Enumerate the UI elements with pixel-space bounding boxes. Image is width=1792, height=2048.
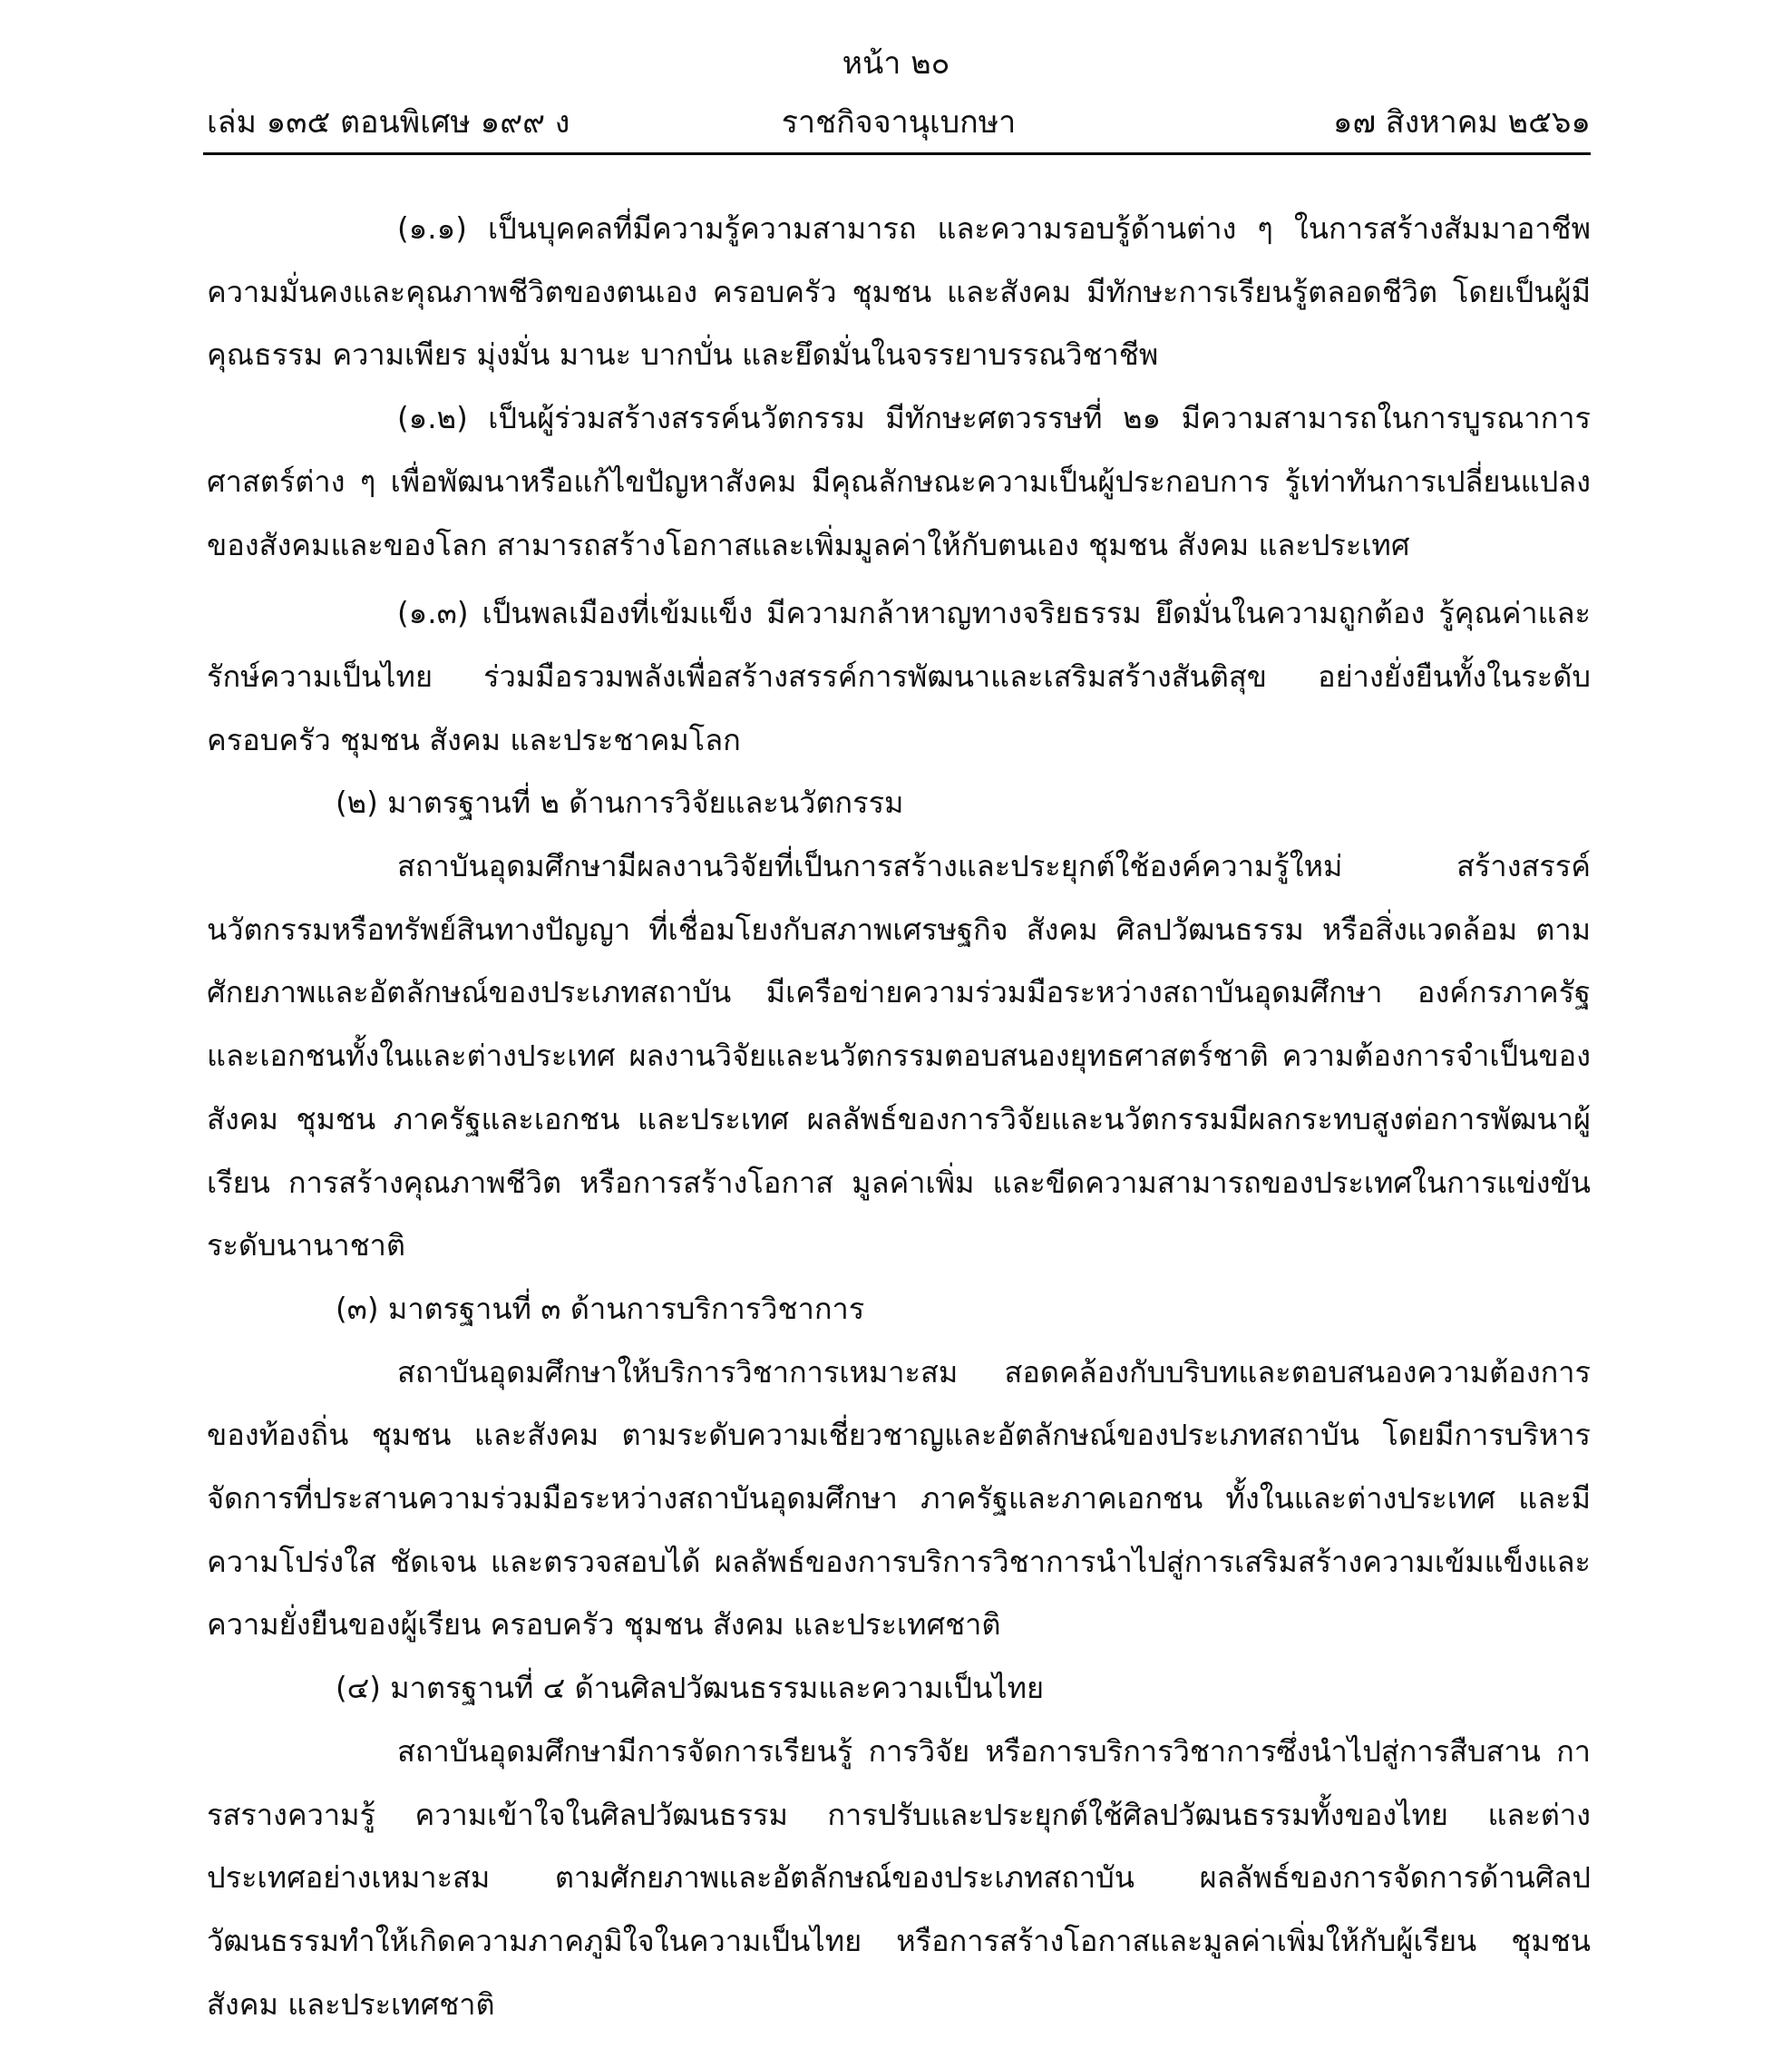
paragraph-1-3: (๑.๓) เป็นพลเมืองที่เข้มแข็ง มีความกล้าหาญทางจริยธรรม ยึดมั่นในความถูกต้อง รู้คุณค่าและรักษ์ความเป็นไทย ร่วมมือรวมพลังเพื่อสร้างสรรค์การพัฒนาและเสริมสร้างสันติสุข อย่างยั่งยืนทั้งในระดับครอบครัว ชุมชน สังคม และประชาคมโลก	[207, 596, 1591, 757]
publication-date: ๑๗ สิงหาคม ๒๕๖๑	[1332, 104, 1591, 141]
standard-4-heading: (๔) มาตรฐานที่ ๔ ด้านศิลปวัฒนธรรมและความเป็นไทย	[336, 1671, 1045, 1706]
volume-issue: เล่ม ๑๓๕ ตอนพิเศษ ๑๙๙ ง	[207, 104, 570, 141]
running-header	[207, 100, 1591, 145]
page-number: หน้า ๒๐	[842, 45, 950, 82]
standard-3-body: สถาบันอุดมศึกษาให้บริการวิชาการเหมาะสม สอดคล้องกับบริบทและตอบสนองความต้องการของท้องถิ่น ชุมชน และสังคม ตามระดับความเชี่ยวชาญและอัตลักษณ์ของประเภทสถาบัน โดยมีการบริหารจัดการที่ประสานความร่วมมือระหว่างสถาบันอุดมศึกษา ภาครัฐและภาคเอกชน ทั้งในและต่างประเทศ และมีความโปร่งใส ชัดเจน และตรวจสอบได้ ผลลัพธ์ของการบริการวิชาการนำไปสู่การเสริมสร้างความเข้มแข็งและความยั่งยืนของผู้เรียน ครอบครัว ชุมชน สังคม และประเทศชาติ	[207, 1354, 1591, 1643]
standard-2-body: สถาบันอุดมศึกษามีผลงานวิจัยที่เป็นการสร้างและประยุกต์ใช้องค์ความรู้ใหม่ สร้างสรรค์นวัตกรรมหรือทรัพย์สินทางปัญญา ที่เชื่อมโยงกับสภาพเศรษฐกิจ สังคม ศิลปวัฒนธรรม หรือสิ่งแวดล้อม ตามศักยภาพและอัตลักษณ์ของประเภทสถาบัน มีเครือข่ายความร่วมมือระหว่างสถาบันอุดมศึกษา องค์กรภาครัฐและเอกชนทั้งในและต่างประเทศ ผลงานวิจัยและนวัตกรรมตอบสนองยุทธศาสตร์ชาติ ความต้องการจำเป็นของสังคม ชุมชน ภาครัฐและเอกชน และประเทศ ผลลัพธ์ของการวิจัยและนวัตกรรมมีผลกระทบสูงต่อการพัฒนาผู้เรียน การสร้างคุณภาพชีวิต หรือการสร้างโอกาส มูลค่าเพิ่ม และขีดความสามารถของประเทศในการแข่งขันระดับนานาชาติ	[207, 849, 1591, 1263]
header-rule	[203, 152, 1591, 155]
paragraph-1-1: (๑.๑) เป็นบุคคลที่มีความรู้ความสามารถ และความรอบรู้ด้านต่าง ๆ ในการสร้างสัมมาอาชีพ ความมั่นคงและคุณภาพชีวิตของตนเอง ครอบครัว ชุมชน และสังคม มีทักษะการเรียนรู้ตลอดชีวิต โดยเป็นผู้มีคุณธรรม ความเพียร มุ่งมั่น มานะ บากบั่น และยึดมั่นในจรรยาบรรณวิชาชีพ	[207, 211, 1591, 373]
publication-title: ราชกิจจานุเบกษา	[781, 104, 1017, 141]
standard-2-heading: (๒) มาตรฐานที่ ๒ ด้านการวิจัยและนวัตกรรม	[336, 785, 904, 821]
standard-4-body: สถาบันอุดมศึกษามีการจัดการเรียนรู้ การวิจัย หรือการบริการวิชาการซึ่งนำไปสู่การสืบสาน การสรางความรู้ ความเข้าใจในศิลปวัฒนธรรม การปรับและประยุกต์ใช้ศิลปวัฒนธรรมทั้งของไทย และต่างประเทศอย่างเหมาะสม ตามศักยภาพและอัตลักษณ์ของประเภทสถาบัน ผลลัพธ์ของการจัดการด้านศิลปวัฒนธรรมทำให้เกิดความภาคภูมิใจในความเป็นไทย หรือการสร้างโอกาสและมูลค่าเพิ่มให้กับผู้เรียน ชุมชน สังคม และประเทศชาติ	[207, 1733, 1591, 2022]
paragraph-1-2: (๑.๒) เป็นผู้ร่วมสร้างสรรค์นวัตกรรม มีทักษะศตวรรษที่ ๒๑ มีความสามารถในการบูรณาการศาสตร์ต่าง ๆ เพื่อพัฒนาหรือแก้ไขปัญหาสังคม มีคุณลักษณะความเป็นผู้ประกอบการ รู้เท่าทันการเปลี่ยนแปลงของสังคมและของโลก สามารถสร้างโอกาสและเพิ่มมูลค่าให้กับตนเอง ชุมชน สังคม และประเทศ	[207, 401, 1591, 562]
standard-3-heading: (๓) มาตรฐานที่ ๓ ด้านการบริการวิชาการ	[336, 1291, 865, 1326]
document-body	[207, 198, 1591, 2036]
